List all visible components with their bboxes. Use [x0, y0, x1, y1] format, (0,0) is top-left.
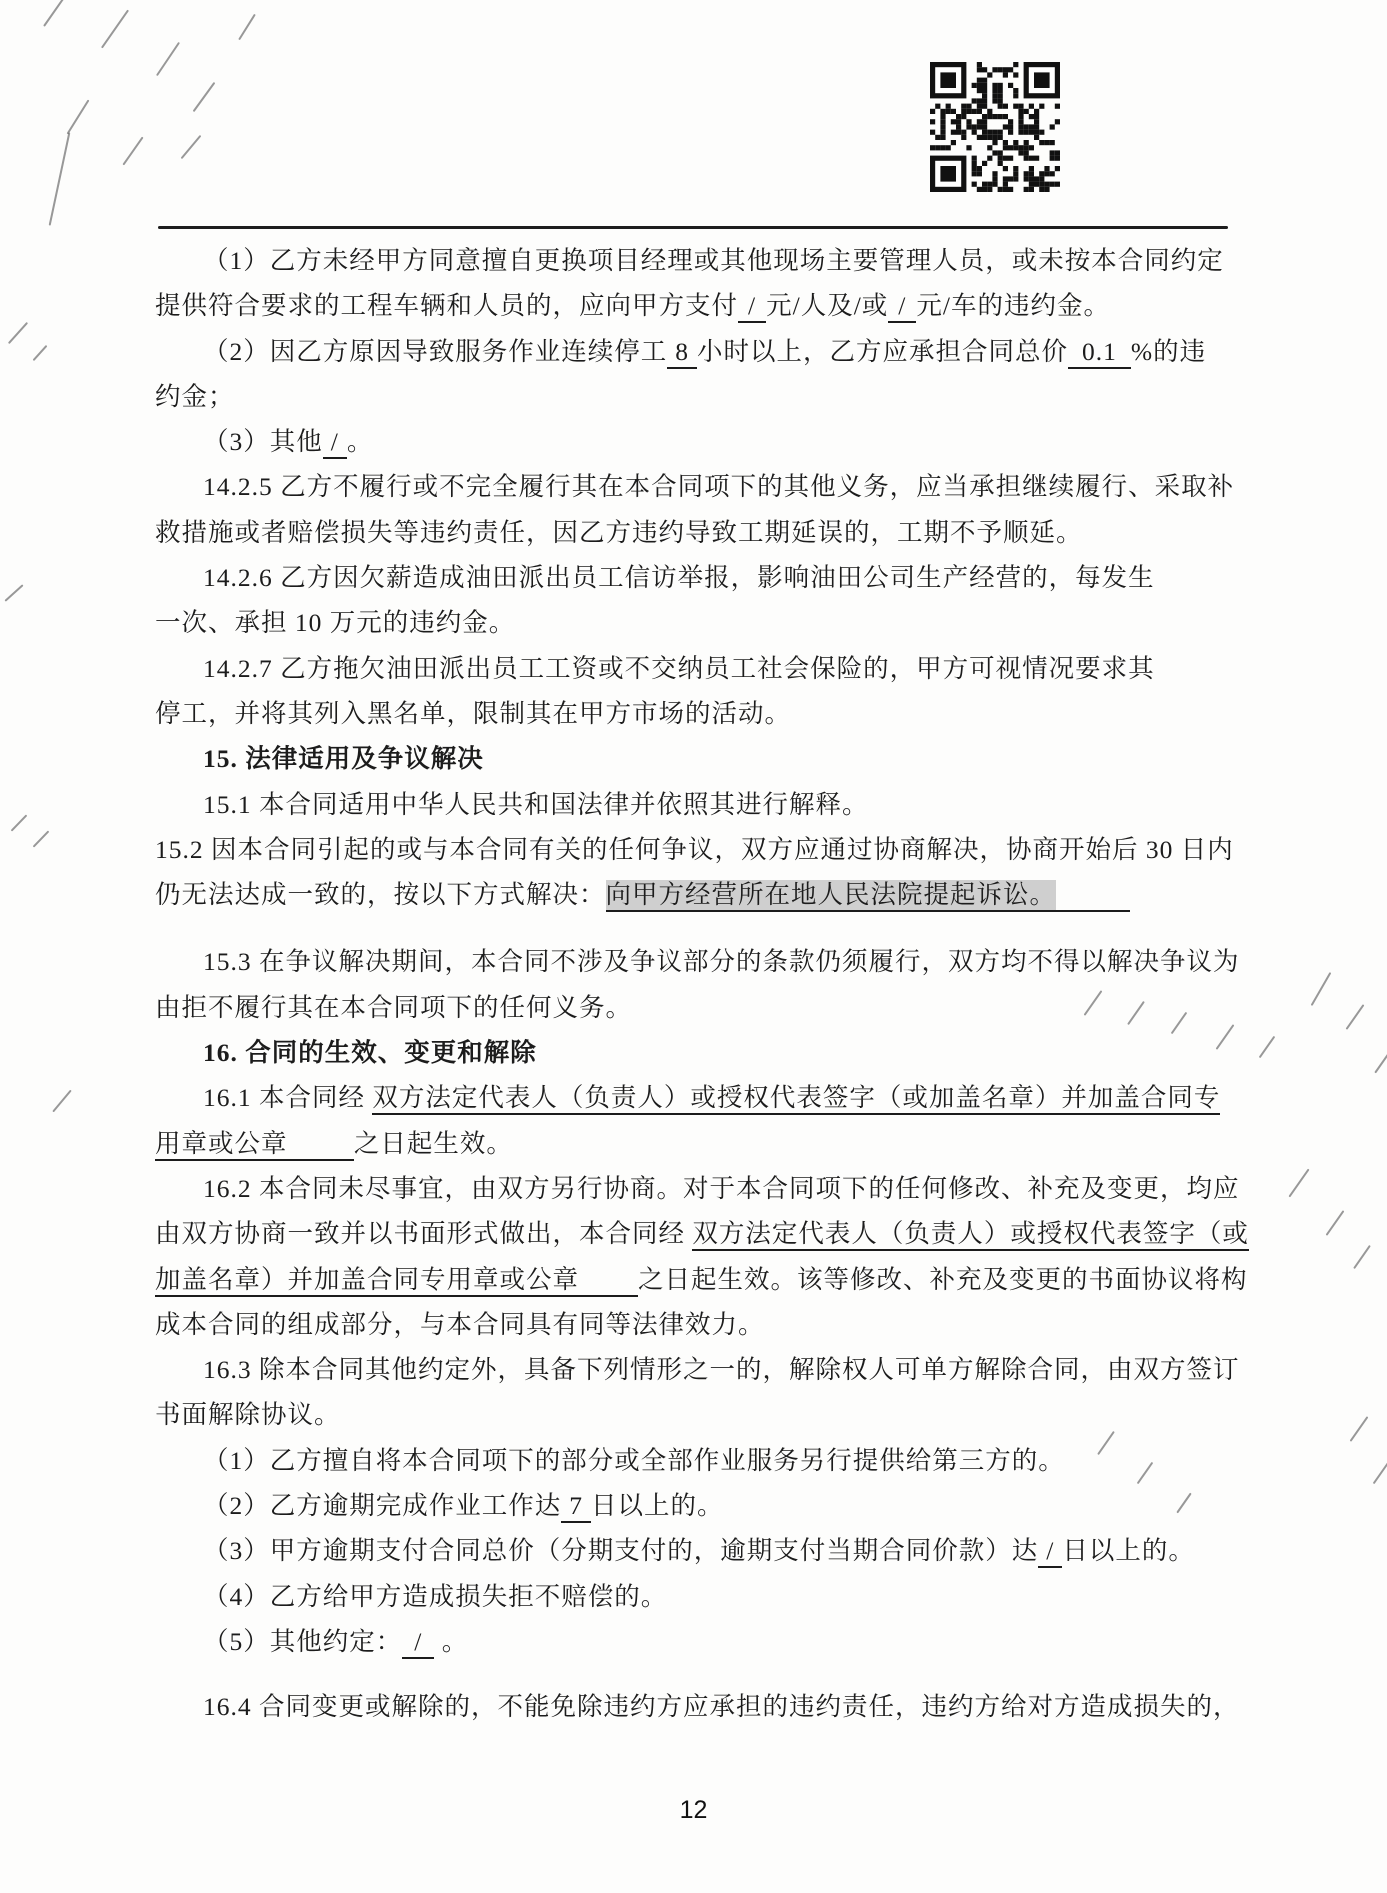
scan-artifact [156, 42, 180, 76]
scan-artifact [67, 100, 90, 135]
text-segment: 双方法定代表人（负责人）或授权代表签字（或 [692, 1219, 1249, 1251]
text-line [155, 1483, 1245, 1528]
text-line [155, 1166, 1245, 1211]
scan-artifact [43, 0, 69, 27]
text-line [155, 1438, 1245, 1483]
scan-artifact [8, 322, 28, 344]
scan-artifact [193, 82, 216, 112]
scan-artifact [1259, 1036, 1276, 1058]
page-number: 12 [679, 1796, 708, 1824]
scan-artifact [49, 132, 71, 225]
scan-artifact [52, 1090, 72, 1113]
text-line [155, 419, 1245, 464]
text-line [155, 1030, 1245, 1075]
text-line [155, 872, 1245, 917]
text-line [155, 1347, 1245, 1392]
text-segment: （2）因乙方原因导致服务作业连续停工 [203, 336, 668, 366]
text-segment [288, 1129, 354, 1161]
text-segment [579, 1265, 638, 1297]
scan-artifact [33, 345, 48, 361]
scan-artifact [1288, 1169, 1309, 1198]
text-line [155, 646, 1245, 691]
text-segment: 成本合同的组成部分，与本合同具有同等法律效力。 [155, 1309, 765, 1339]
text-segment: 16. 合同的生效、变更和解除 [203, 1038, 537, 1068]
scan-artifact [181, 135, 202, 159]
highlighted-text: 向甲方经营所在地人民法院提起诉讼。 [606, 880, 1057, 912]
qr-code-icon [928, 62, 1062, 192]
text-segment: （3）甲方逾期支付合同总价（分期支付的，逾期支付当期合同价款）达 [203, 1536, 1039, 1566]
text-line [155, 374, 1245, 419]
text-line [155, 782, 1245, 827]
document-body [155, 238, 1249, 1730]
text-segment: 16.3 除本合同其他约定外，具备下列情形之一的，解除权人可单方解除合同，由双方签订 [203, 1355, 1240, 1385]
text-segment: 停工，并将其列入黑名单，限制其在甲方市场的活动。 [155, 698, 792, 728]
text-line [155, 827, 1245, 872]
text-line [155, 1392, 1245, 1437]
scan-artifact [101, 10, 129, 49]
text-line [155, 1211, 1249, 1256]
text-line [155, 1528, 1245, 1573]
text-segment: 16.2 本合同未尽事宜，由双方另行协商。对于本合同项下的任何修改、补充及变更，均应 [203, 1173, 1240, 1203]
text-segment: 元/人及/或 [766, 291, 889, 321]
scan-artifact [1350, 1416, 1369, 1442]
text-segment: 14.2.5 乙方不履行或不完全履行其在本合同项下的其他义务，应当承担继续履行、采取补 [203, 472, 1235, 502]
text-line [155, 510, 1245, 555]
text-segment: 小时以上，乙方应承担合同总价 [697, 336, 1069, 366]
text-segment: 。 [346, 427, 374, 457]
text-line [155, 1257, 1248, 1302]
text-segment: （5）其他约定： [203, 1626, 403, 1656]
text-segment: （4）乙方给甲方造成损失拒不赔偿的。 [203, 1581, 668, 1611]
text-line [155, 1302, 1245, 1347]
text-segment: %的违 [1130, 336, 1207, 366]
text-line [155, 555, 1245, 600]
text-segment: 仍无法达成一致的，按以下方式解决： [155, 880, 606, 910]
text-segment: 14.2.6 乙方因欠薪造成油田派出员工信访举报，影响油田公司生产经营的，每发生 [203, 563, 1155, 593]
text-segment [1056, 880, 1130, 912]
text-segment: 16.4 合同变更或解除的，不能免除违约方应承担的违约责任，违约方给对方造成损失的， [203, 1692, 1240, 1722]
text-segment: （2）乙方逾期完成作业工作达 [203, 1491, 562, 1521]
text-segment: 。 [434, 1626, 469, 1656]
text-line [155, 1121, 1245, 1166]
fill-in-blank: / [1038, 1536, 1062, 1568]
fill-in-blank: / [323, 427, 347, 459]
scan-artifact [1374, 1053, 1387, 1074]
fill-in-blank: 8 [667, 337, 697, 369]
text-line [155, 1684, 1245, 1729]
text-line [155, 939, 1245, 984]
text-line [155, 238, 1245, 283]
text-line [155, 600, 1245, 645]
text-segment: 提供符合要求的工程车辆和人员的，应向甲方支付 [155, 291, 739, 321]
scan-artifact [1373, 1462, 1387, 1484]
fill-in-blank: / [888, 291, 916, 323]
header-divider [158, 226, 1228, 229]
text-line [155, 283, 1245, 328]
text-segment: 之日起生效。该等修改、补充及变更的书面协议将构 [638, 1264, 1248, 1294]
text-line [155, 464, 1245, 509]
text-segment: 书面解除协议。 [155, 1400, 341, 1430]
scan-artifact [1311, 972, 1332, 1006]
text-segment: 16.1 本合同经 [203, 1083, 373, 1113]
scan-artifact [1326, 1210, 1345, 1236]
scan-artifact [122, 137, 143, 166]
text-segment: 用章或公章 [155, 1129, 288, 1161]
text-segment: 15. 法律适用及争议解决 [203, 744, 484, 774]
text-segment: 约金； [155, 381, 235, 411]
scan-artifact [1346, 1004, 1365, 1030]
text-line [155, 736, 1245, 781]
text-segment: 由双方协商一致并以书面形式做出，本合同经 [155, 1219, 693, 1249]
text-line [155, 1619, 1245, 1664]
text-segment: 15.3 在争议解决期间，本合同不涉及争议部分的条款仍须履行，双方均不得以解决争议为 [203, 947, 1240, 977]
text-segment: 14.2.7 乙方拖欠油田派出员工工资或不交纳员工社会保险的，甲方可视情况要求其 [203, 653, 1155, 683]
text-segment: 救措施或者赔偿损失等违约责任，因乙方违约导致工期延误的，工期不予顺延。 [155, 517, 1083, 547]
fill-in-blank: / [402, 1627, 434, 1659]
text-line [155, 1574, 1245, 1619]
text-segment: 双方法定代表人（负责人）或授权代表签字（或加盖名章）并加盖合同专 [372, 1083, 1220, 1115]
text-segment: （1）乙方未经甲方同意擅自更换项目经理或其他现场主要管理人员，或未按本合同约定 [203, 246, 1224, 275]
text-line [155, 691, 1245, 736]
text-segment: 15.1 本合同适用中华人民共和国法律并依照其进行解释。 [203, 789, 869, 819]
text-segment: 15.2 因本合同引起的或与本合同有关的任何争议，双方应通过协商解决，协商开始后 30 日内 [155, 834, 1234, 864]
scan-artifact [11, 814, 28, 831]
text-segment: （1）乙方擅自将本合同项下的部分或全部作业服务另行提供给第三方的。 [203, 1445, 1065, 1475]
text-segment: （3）其他 [203, 427, 323, 457]
text-segment: 之日起生效。 [353, 1128, 513, 1158]
fill-in-blank: 7 [561, 1491, 591, 1523]
text-segment: 日以上的。 [591, 1491, 724, 1521]
text-segment: 一次、承担 10 万元的违约金。 [155, 608, 516, 638]
scan-artifact [33, 830, 50, 847]
fill-in-blank: 0.1 [1068, 337, 1131, 369]
text-segment: 日以上的。 [1062, 1536, 1195, 1566]
text-line [155, 329, 1245, 374]
scan-artifact [4, 584, 23, 602]
text-segment: 加盖名章）并加盖合同专用章或公章 [155, 1265, 579, 1297]
scan-artifact [238, 14, 256, 41]
text-line [155, 1075, 1245, 1120]
text-segment: 元/车的违约金。 [916, 291, 1110, 321]
text-line [155, 985, 1245, 1030]
fill-in-blank: / [738, 291, 766, 323]
text-segment: 由拒不履行其在本合同项下的任何义务。 [155, 992, 633, 1022]
scan-artifact [1353, 1245, 1371, 1269]
